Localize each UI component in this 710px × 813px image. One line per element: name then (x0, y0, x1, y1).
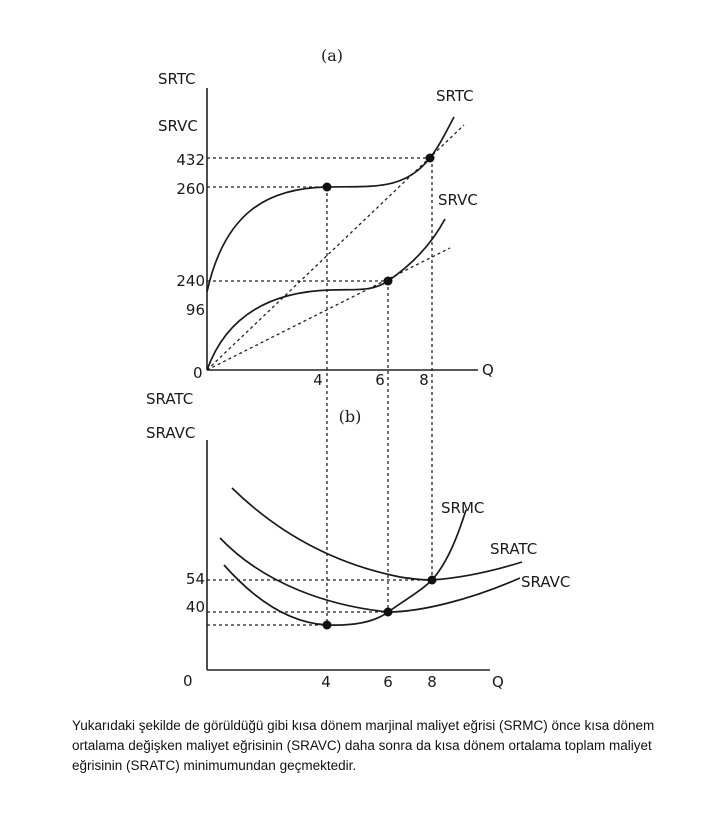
panel-a-x-label: Q (482, 361, 494, 379)
panel-a-xtick-8: 8 (419, 371, 429, 389)
panel-b-xtick-4: 4 (321, 673, 331, 691)
point-a-q6-240 (384, 277, 393, 286)
panel-b-origin: 0 (183, 672, 193, 690)
panel-b-x-label: Q (492, 673, 504, 691)
sravc-label: SRAVC (521, 573, 571, 591)
sravc-curve (220, 538, 520, 612)
sratc-label: SRATC (490, 540, 538, 558)
srvc-label: SRVC (438, 191, 478, 209)
panel-a-xtick-6: 6 (375, 371, 385, 389)
point-b-q6-min-sravc (384, 608, 393, 617)
panel-a-ylabel-2: SRVC (158, 117, 198, 135)
srtc-curve (207, 117, 454, 292)
panel-a-ytick-96: 96 (185, 301, 205, 319)
srvc-curve (207, 219, 445, 370)
panel-b-ylabel-1: SRATC (146, 390, 194, 408)
panel-a-title: (a) (320, 46, 344, 65)
panel-a-ytick-260: 260 (176, 180, 205, 198)
panel-a-ytick-240: 240 (176, 272, 205, 290)
point-b-q4-min-srmc (323, 621, 332, 630)
panel-b-ytick-54: 54 (185, 570, 205, 588)
panel-b-title: (b) (338, 407, 362, 426)
srmc-label: SRMC (441, 499, 485, 517)
ray-srvc (207, 248, 450, 370)
point-a-q4-260 (323, 183, 332, 192)
panel-a-ytick-432: 432 (176, 151, 205, 169)
intersection-points (323, 154, 437, 630)
panel-a-ylabel-1: SRTC (158, 70, 196, 88)
panel-b-ytick-40: 40 (185, 598, 205, 616)
panel-b-ylabel-2: SRAVC (146, 424, 196, 442)
figure-caption: Yukarıdaki şekilde de görüldüğü gibi kısa dönem marjinal maliyet eğrisi (SRMC) önce kısa dönem ortalama değişken maliyet eğrisinin (SRAVC) daha sonra da kısa dönem ortalama toplam maliyet eğrisinin (SRATC) minimumundan geçmektedir. (72, 718, 655, 773)
panel-a-xtick-4: 4 (313, 371, 323, 389)
point-a-q8-432 (426, 154, 435, 163)
panel-b-xtick-6: 6 (383, 673, 393, 691)
panel-b-xtick-8: 8 (427, 673, 437, 691)
panel-a-origin: 0 (193, 364, 203, 382)
point-b-q8-min-sratc (428, 576, 437, 585)
srtc-label: SRTC (436, 87, 474, 105)
